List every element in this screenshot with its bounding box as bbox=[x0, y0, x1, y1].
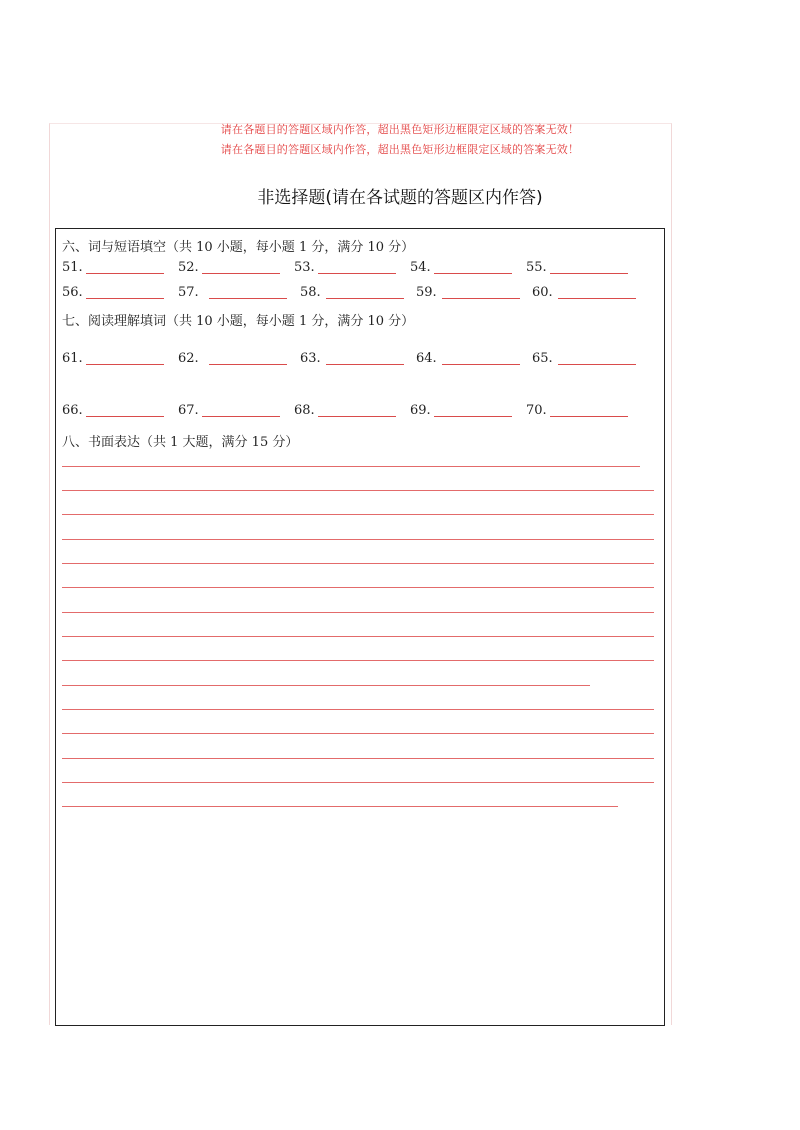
question-number-58: 58. bbox=[300, 285, 321, 300]
writing-line[interactable] bbox=[62, 490, 654, 491]
question-number-57: 57. bbox=[178, 285, 199, 300]
question-number-55: 55. bbox=[526, 260, 547, 275]
answer-blank-59[interactable] bbox=[442, 298, 520, 299]
question-number-69: 69. bbox=[410, 403, 431, 418]
answer-blank-61[interactable] bbox=[86, 364, 164, 365]
section-6-row-1 bbox=[62, 260, 662, 280]
section-7-heading: 七、阅读理解填词（共 10 小题，每小题 1 分，满分 10 分） bbox=[62, 314, 415, 329]
question-number-60: 60. bbox=[532, 285, 553, 300]
warning-notice-1: 请在各题目的答题区域内作答，超出黑色矩形边框限定区域的答案无效！ bbox=[220, 123, 580, 136]
writing-line[interactable] bbox=[62, 539, 654, 540]
answer-blank-69[interactable] bbox=[434, 416, 512, 417]
section-6-row-2 bbox=[62, 285, 662, 305]
writing-line[interactable] bbox=[62, 685, 590, 686]
answer-area-border bbox=[55, 228, 665, 1026]
writing-line[interactable] bbox=[62, 636, 654, 637]
section-7-row-2 bbox=[62, 403, 662, 423]
section-title: 非选择题(请在各试题的答题区内作答) bbox=[257, 188, 543, 208]
writing-line[interactable] bbox=[62, 587, 654, 588]
answer-blank-53[interactable] bbox=[318, 273, 396, 274]
question-number-56: 56. bbox=[62, 285, 83, 300]
writing-line[interactable] bbox=[62, 709, 654, 710]
writing-line[interactable] bbox=[62, 660, 654, 661]
question-number-67: 67. bbox=[178, 403, 199, 418]
answer-blank-70[interactable] bbox=[550, 416, 628, 417]
question-number-54: 54. bbox=[410, 260, 431, 275]
writing-line[interactable] bbox=[62, 758, 654, 759]
question-number-59: 59. bbox=[416, 285, 437, 300]
question-number-61: 61. bbox=[62, 351, 83, 366]
writing-line[interactable] bbox=[62, 514, 654, 515]
answer-blank-67[interactable] bbox=[202, 416, 280, 417]
writing-line[interactable] bbox=[62, 733, 654, 734]
answer-blank-64[interactable] bbox=[442, 364, 520, 365]
writing-line[interactable] bbox=[62, 466, 640, 467]
answer-blank-52[interactable] bbox=[202, 273, 280, 274]
question-number-66: 66. bbox=[62, 403, 83, 418]
writing-line[interactable] bbox=[62, 806, 618, 807]
answer-blank-68[interactable] bbox=[318, 416, 396, 417]
question-number-65: 65. bbox=[532, 351, 553, 366]
question-number-52: 52. bbox=[178, 260, 199, 275]
writing-line[interactable] bbox=[62, 782, 654, 783]
answer-blank-54[interactable] bbox=[434, 273, 512, 274]
answer-blank-63[interactable] bbox=[326, 364, 404, 365]
answer-blank-58[interactable] bbox=[326, 298, 404, 299]
answer-blank-66[interactable] bbox=[86, 416, 164, 417]
answer-blank-65[interactable] bbox=[558, 364, 636, 365]
answer-blank-51[interactable] bbox=[86, 273, 164, 274]
question-number-63: 63. bbox=[300, 351, 321, 366]
answer-blank-55[interactable] bbox=[550, 273, 628, 274]
section-7-row-1 bbox=[62, 351, 662, 371]
question-number-64: 64. bbox=[416, 351, 437, 366]
question-number-62: 62. bbox=[178, 351, 199, 366]
writing-line[interactable] bbox=[62, 612, 654, 613]
answer-blank-56[interactable] bbox=[86, 298, 164, 299]
writing-line[interactable] bbox=[62, 563, 654, 564]
question-number-51: 51. bbox=[62, 260, 83, 275]
question-number-68: 68. bbox=[294, 403, 315, 418]
section-6-heading: 六、词与短语填空（共 10 小题，每小题 1 分，满分 10 分） bbox=[62, 240, 415, 255]
answer-blank-57[interactable] bbox=[209, 298, 287, 299]
warning-notice-2: 请在各题目的答题区域内作答，超出黑色矩形边框限定区域的答案无效！ bbox=[220, 143, 580, 156]
answer-blank-60[interactable] bbox=[558, 298, 636, 299]
question-number-70: 70. bbox=[526, 403, 547, 418]
section-8-heading: 八、书面表达（共 1 大题，满分 15 分） bbox=[62, 435, 299, 450]
question-number-53: 53. bbox=[294, 260, 315, 275]
answer-blank-62[interactable] bbox=[209, 364, 287, 365]
